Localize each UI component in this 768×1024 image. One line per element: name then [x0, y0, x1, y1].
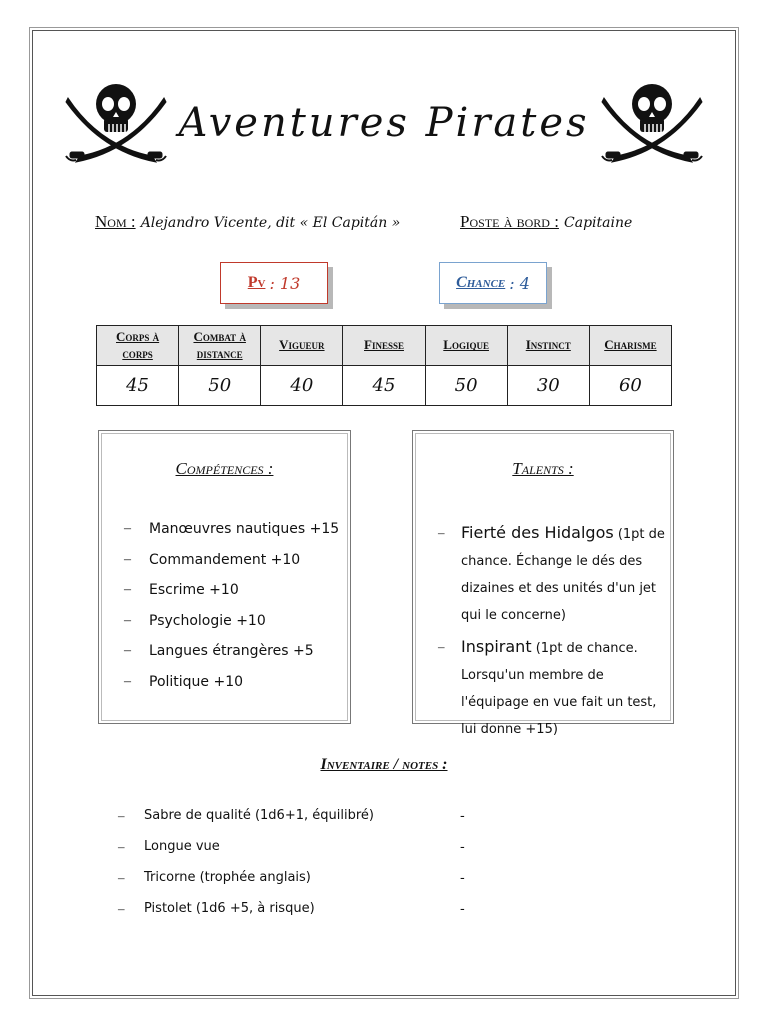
talent-detail: (1pt de chance. Échange le dés des dizaines et des unités d'un jet qui le concerne) — [461, 527, 665, 623]
value-cell: 45 — [97, 366, 179, 406]
list-item — [413, 633, 673, 743]
competence-label: Manœuvres nautiques +15 — [149, 521, 340, 537]
dash-marker: – — [118, 870, 125, 885]
list-item — [118, 899, 498, 930]
value-cell: 60 — [589, 366, 671, 406]
talent-detail: (1pt de chance. Lorsqu'un membre de l'équipage en vue fait un test, lui donne +15) — [461, 641, 657, 737]
talent-name: Inspirant — [461, 637, 532, 656]
talents-title: Talents : — [512, 459, 574, 478]
competence-label: Langues étrangères +5 — [149, 643, 314, 659]
table-header-row — [97, 326, 672, 366]
jolly-roger-icon — [60, 76, 172, 172]
name-field — [95, 212, 400, 232]
competences-list — [99, 519, 350, 702]
pv-label: Pv — [247, 274, 266, 291]
list-item — [99, 519, 350, 550]
dash-marker: – — [438, 639, 445, 654]
list-item — [99, 580, 350, 611]
post-field — [460, 212, 632, 232]
table-row — [97, 366, 672, 406]
dash-marker: – — [124, 582, 131, 597]
competence-label: Psychologie +10 — [149, 612, 266, 629]
post-label: Poste à bord : — [460, 212, 559, 231]
dash-marker: – — [124, 673, 131, 689]
chance-label: Chance — [456, 274, 506, 291]
header-cell: Instinct — [507, 326, 589, 366]
list-item — [118, 806, 498, 837]
attributes-table — [96, 325, 672, 406]
list-item — [99, 611, 350, 642]
dash-marker: – — [124, 643, 131, 658]
list-item — [99, 641, 350, 672]
list-item — [99, 672, 350, 703]
list-item — [99, 550, 350, 581]
talents-list — [413, 519, 673, 743]
dash-marker: – — [118, 839, 125, 854]
competence-label: Politique +10 — [149, 673, 244, 690]
competence-label: Escrime +10 — [149, 582, 239, 598]
competences-title: Compétences : — [175, 459, 274, 478]
header-cell: Combat à distance — [179, 326, 261, 366]
page-title: Aventures Pirates — [178, 100, 590, 146]
inventory-list — [118, 806, 498, 930]
list-item — [118, 837, 498, 868]
note-item: - — [460, 839, 465, 855]
post-value: Capitaine — [564, 215, 633, 231]
dash-marker: – — [118, 808, 125, 823]
jolly-roger-icon — [596, 76, 708, 172]
value-cell: 50 — [179, 366, 261, 406]
dash-marker: – — [118, 901, 125, 916]
dash-marker: – — [124, 551, 131, 567]
value-cell: 40 — [261, 366, 343, 406]
inventory-title: Inventaire / notes : — [320, 756, 448, 773]
dash-marker: – — [124, 612, 131, 628]
inventory-item: Pistolet (1d6 +5, à risque) — [144, 901, 315, 916]
pv-box — [220, 262, 328, 304]
chance-box — [439, 262, 547, 304]
dash-marker: – — [438, 525, 445, 540]
note-item: - — [460, 870, 465, 886]
pv-value: : 13 — [269, 273, 301, 293]
header-cell: Finesse — [343, 326, 425, 366]
inventory-item: Tricorne (trophée anglais) — [144, 870, 311, 885]
name-value: Alejandro Vicente, dit « El Capitán » — [140, 215, 401, 231]
dash-marker: – — [124, 521, 131, 536]
value-cell: 50 — [425, 366, 507, 406]
name-label: Nom : — [95, 212, 136, 231]
chance-value: : 4 — [509, 273, 530, 293]
inventory-item: Sabre de qualité (1d6+1, équilibré) — [144, 808, 374, 823]
header-cell: Logique — [425, 326, 507, 366]
competence-label: Commandement +10 — [149, 551, 301, 568]
value-cell: 45 — [343, 366, 425, 406]
note-item: - — [460, 901, 465, 917]
list-item — [118, 868, 498, 899]
header-cell: Vigueur — [261, 326, 343, 366]
talent-name: Fierté des Hidalgos — [461, 523, 614, 542]
value-cell: 30 — [507, 366, 589, 406]
talents-panel — [412, 430, 674, 737]
header-cell: Charisme — [589, 326, 671, 366]
note-item: - — [460, 808, 465, 824]
header-cell: Corps à corps — [97, 326, 179, 366]
competences-panel — [98, 430, 351, 724]
notes-list — [460, 806, 465, 930]
list-item — [413, 519, 673, 629]
inventory-item: Longue vue — [144, 839, 220, 854]
